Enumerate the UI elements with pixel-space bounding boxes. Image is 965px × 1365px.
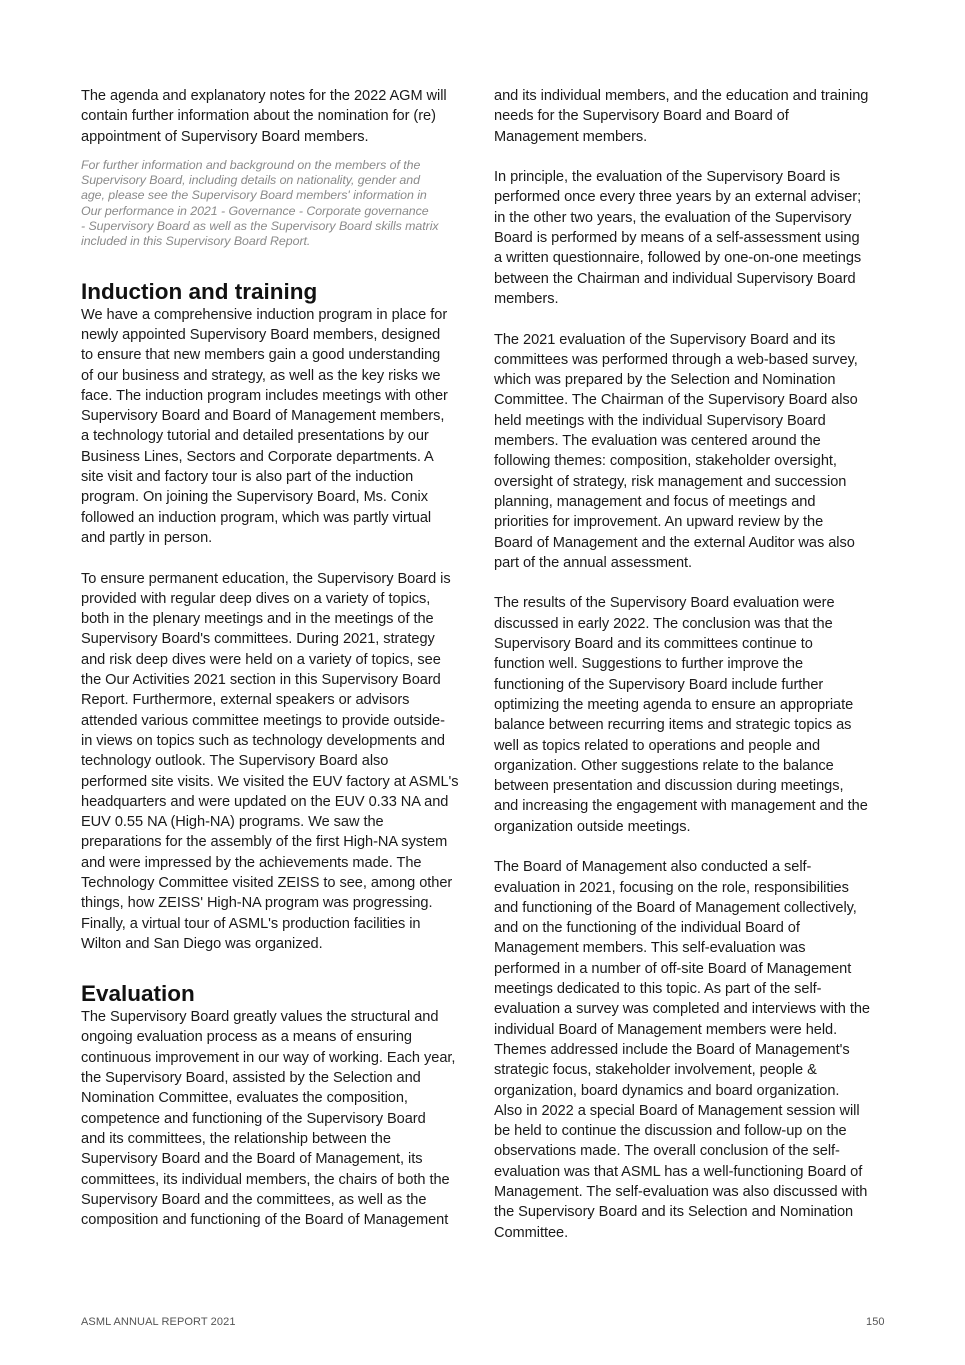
text-line: Supervisory Board and its committees continue to — [494, 636, 813, 653]
text-line: and risk deep dives were held on a variety of topics, see — [81, 651, 441, 668]
text-line: included in this Supervisory Board Report. — [81, 234, 311, 249]
text-line: ongoing evaluation process as a means of ensuring — [81, 1029, 412, 1046]
text-line: following themes: composition, stakeholder oversight, — [494, 453, 837, 470]
text-line: Wilton and San Diego was organized. — [81, 935, 323, 952]
text-line: performed once every three years by an external adviser; — [494, 189, 862, 206]
text-line: provided with regular deep dives on a variety of topics, — [81, 590, 431, 607]
text-line: and were impressed by the achievements made. The — [81, 854, 422, 871]
text-line: the Supervisory Board and its Selection and Nomination — [494, 1204, 854, 1221]
text-line: For further information and background on the members of the — [81, 157, 421, 172]
paragraph-gap — [494, 309, 904, 329]
text-line: strategic focus, stakeholder involvement, people & — [494, 1062, 817, 1079]
text-line: Business Lines, Sectors and Corporate departments. A — [81, 448, 434, 465]
evaluation-2021-paragraph — [494, 330, 904, 574]
text-line: and partly in person. — [81, 529, 213, 546]
text-line: priorities for improvement. An upward review by the — [494, 514, 824, 531]
text-line: To ensure permanent education, the Supervisory Board is — [81, 570, 451, 587]
text-line: be held to continue the discussion and follow-up on the — [494, 1123, 847, 1140]
text-line: and functioning of the Board of Management collectively, — [494, 899, 857, 916]
text-line: between presentation and discussion during meetings, — [494, 778, 844, 795]
text-line: evaluation a survey was completed and interviews with the — [494, 1001, 870, 1018]
text-line: members. — [494, 290, 559, 307]
text-line: the Supervisory Board, assisted by the Selection and — [81, 1070, 421, 1087]
management-self-evaluation-paragraph — [494, 857, 904, 1243]
section-heading-induction: Induction and training — [81, 278, 318, 304]
intro-paragraph — [81, 86, 491, 147]
text-line: organization outside meetings. — [494, 818, 691, 835]
text-line: Management members. — [494, 128, 648, 145]
education-paragraph — [81, 569, 491, 955]
text-line: and on the functioning of the individual Board of — [494, 920, 800, 937]
text-line: Nomination Committee, evaluates the composition, — [81, 1090, 408, 1107]
paragraph-gap — [494, 147, 904, 167]
paragraph-gap — [81, 548, 491, 568]
text-line: committees, its individual members, the chairs of both the — [81, 1171, 450, 1188]
text-line: functioning of the Supervisory Board include further — [494, 676, 824, 693]
text-line: The 2021 evaluation of the Supervisory Board and its — [494, 331, 836, 348]
text-line: oversight of strategy, risk management and succession — [494, 473, 847, 490]
text-line: discussed in early 2022. The conclusion was that the — [494, 615, 833, 632]
text-line: in the other two years, the evaluation of the Supervisory — [494, 209, 852, 226]
text-line: Supervisory Board and the committees, as well as the — [81, 1191, 427, 1208]
text-line: committees was performed through a web-based survey, — [494, 351, 858, 368]
text-line: site visit and factory tour is also part of the induction — [81, 469, 414, 486]
text-line: attended various committee meetings to provide outside- — [81, 712, 445, 729]
text-line: and increasing the engagement with management and the — [494, 798, 868, 815]
text-line: evaluation was that ASML has a well-functioning Board of — [494, 1163, 863, 1180]
text-line: evaluation in 2021, focusing on the role, responsibilities — [494, 879, 849, 896]
text-line: organization. Other suggestions relate to the balance — [494, 757, 834, 774]
text-line: Also in 2022 a special Board of Management session will — [494, 1102, 860, 1119]
reference-note — [81, 158, 491, 250]
text-line: Finally, a virtual tour of ASML's production facilities in — [81, 915, 421, 932]
text-line: held meetings with the individual Supervisory Board — [494, 412, 826, 429]
text-line: Board of Management and the external Auditor was also — [494, 534, 855, 551]
text-line: balance between recurring items and strategic topics as — [494, 717, 852, 734]
text-line: appointment of Supervisory Board members. — [81, 128, 369, 145]
text-line: Themes addressed include the Board of Management's — [494, 1041, 850, 1058]
text-line: In principle, the evaluation of the Supervisory Board is — [494, 169, 841, 186]
text-line: composition and functioning of the Board of Management — [81, 1212, 449, 1229]
text-line: Management members. This self-evaluation was — [494, 940, 806, 957]
text-line: things, how ZEISS' High-NA program was progressing. — [81, 895, 433, 912]
text-line: performed site visits. We visited the EUV factory at ASML's — [81, 773, 459, 790]
text-line: The Board of Management also conducted a self- — [494, 859, 812, 876]
text-line: both in the plenary meetings and in the meetings of the — [81, 611, 434, 628]
text-line: followed an induction program, which was partly virtual — [81, 509, 432, 526]
text-line: Technology Committee visited ZEISS to see, among other — [81, 874, 453, 891]
text-line: Our performance in 2021 - Governance - Corporate governance — [81, 203, 429, 218]
text-line: preparations for the assembly of the first High-NA system — [81, 834, 448, 851]
text-line: in views on topics such as technology developments and — [81, 732, 445, 749]
text-line: to ensure that new members gain a good understanding — [81, 347, 441, 364]
text-line: and its individual members, and the education and training — [494, 88, 869, 104]
evaluation-paragraph — [81, 1007, 491, 1230]
left-column — [81, 86, 491, 1230]
text-line: Committee. — [494, 1224, 569, 1241]
text-line: Board is performed by means of a self-assessment using — [494, 230, 860, 247]
text-line: Supervisory Board and the Board of Management, its — [81, 1151, 423, 1168]
text-line: needs for the Supervisory Board and Board of — [494, 108, 789, 125]
paragraph-gap — [494, 837, 904, 857]
text-line: program. On joining the Supervisory Board, Ms. Conix — [81, 489, 428, 506]
text-line: Report. Furthermore, external speakers or advisors — [81, 692, 410, 709]
text-line: headquarters and were updated on the EUV 0.33 NA and — [81, 793, 449, 810]
text-line: face. The induction program includes meetings with other — [81, 387, 448, 404]
text-line: well as topics related to operations and people and — [494, 737, 821, 754]
text-line: The agenda and explanatory notes for the 2022 AGM will — [81, 88, 447, 104]
text-line: Supervisory Board's committees. During 2021, strategy — [81, 631, 435, 648]
text-line: between the Chairman and individual Supervisory Board — [494, 270, 856, 287]
right-column — [494, 86, 904, 1243]
text-line: members. The evaluation was centered around the — [494, 433, 821, 450]
text-line: The Supervisory Board greatly values the structural and — [81, 1009, 439, 1026]
text-line: age, please see the Supervisory Board members' information in — [81, 188, 427, 203]
text-line: a written questionnaire, followed by one-on-one meetings — [494, 250, 862, 267]
text-line: optimizing the meeting agenda to ensure an appropriate — [494, 696, 854, 713]
text-line: individual Board of Management members were held. — [494, 1021, 838, 1038]
text-line: the Our Activities 2021 section in this Supervisory Board — [81, 672, 441, 689]
footer-page-number: 150 — [866, 1316, 885, 1328]
section-heading-evaluation: Evaluation — [81, 981, 195, 1007]
text-line: competence and functioning of the Supervisory Board — [81, 1110, 426, 1127]
text-line: Supervisory Board and Board of Management members, — [81, 408, 445, 425]
text-line: function well. Suggestions to further improve the — [494, 656, 804, 673]
text-line: observations made. The overall conclusion of the self- — [494, 1143, 840, 1160]
text-line: - Supervisory Board as well as the Supervisory Board skills matrix — [81, 219, 439, 234]
text-line: Management. The self-evaluation was also discussed with — [494, 1184, 868, 1201]
text-line: and its committees, the relationship between the — [81, 1130, 391, 1147]
text-line: Supervisory Board, including details on nationality, gender and — [81, 173, 420, 188]
text-line: organization, board dynamics and board organization. — [494, 1082, 840, 1099]
text-line: performed in a number of off-site Board of Management — [494, 960, 852, 977]
text-line: Committee. The Chairman of the Supervisory Board also — [494, 392, 858, 409]
text-line: planning, management and focus of meetings and — [494, 493, 816, 510]
induction-paragraph — [81, 305, 491, 549]
text-line: EUV 0.55 NA (High-NA) programs. We saw the — [81, 814, 384, 831]
text-line: a technology tutorial and detailed presentations by our — [81, 428, 429, 445]
text-line: meetings dedicated to this topic. As part of the self- — [494, 981, 822, 998]
paragraph-gap — [494, 573, 904, 593]
text-line: of our business and strategy, as well as the key risks we — [81, 367, 441, 384]
footer-report-title: ASML ANNUAL REPORT 2021 — [81, 1316, 236, 1328]
text-line: which was prepared by the Selection and Nomination — [494, 372, 836, 389]
text-line: contain further information about the nomination for (re) — [81, 108, 436, 125]
evaluation-frequency-paragraph — [494, 167, 904, 309]
text-line: newly appointed Supervisory Board members, designed — [81, 326, 441, 343]
text-line: part of the annual assessment. — [494, 554, 693, 571]
evaluation-results-paragraph — [494, 593, 904, 837]
text-line: The results of the Supervisory Board evaluation were — [494, 595, 835, 612]
evaluation-paragraph-continued — [494, 86, 904, 147]
text-line: We have a comprehensive induction program in place for — [81, 306, 448, 323]
text-line: technology outlook. The Supervisory Board also — [81, 753, 389, 770]
text-line: continuous improvement in our way of working. Each year, — [81, 1049, 456, 1066]
